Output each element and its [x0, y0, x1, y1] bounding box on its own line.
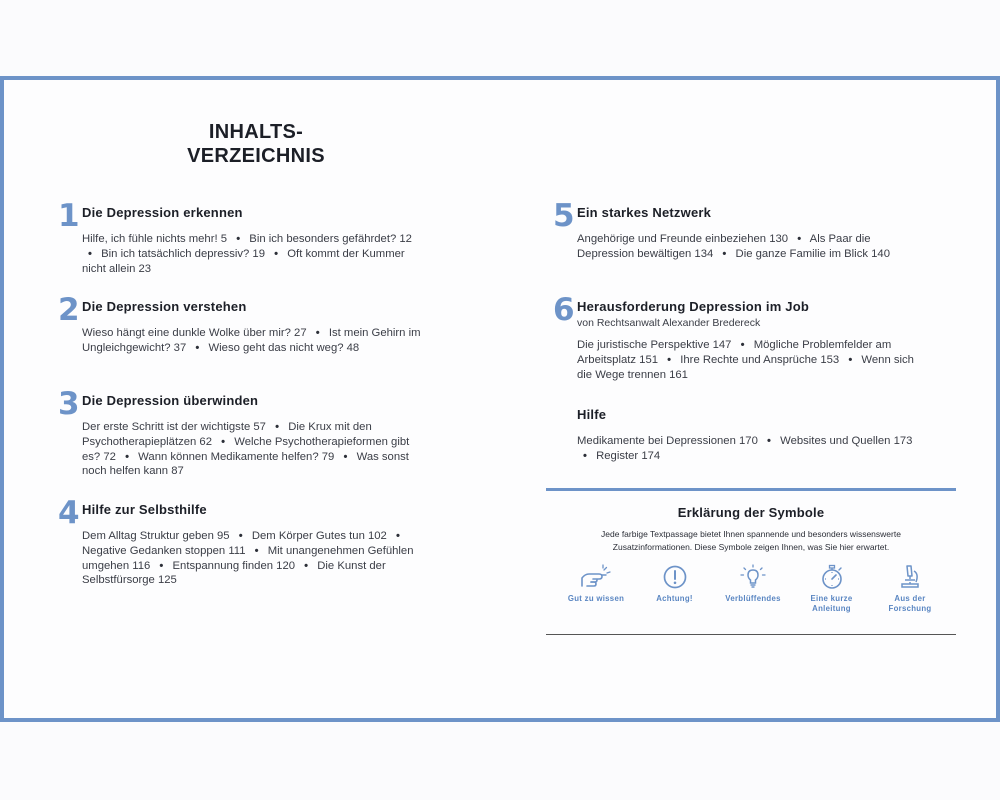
toc-entry: Dem Körper Gutes tun 102	[251, 530, 387, 542]
chapter-entries	[82, 420, 427, 479]
pointing-hand-icon	[560, 564, 632, 590]
bullet-separator: •	[797, 233, 802, 245]
page-title-line1: INHALTS-	[208, 121, 304, 143]
exclamation-circle-icon	[639, 564, 711, 590]
toc-entry: Medikamente bei Depressionen 170	[577, 435, 758, 447]
symbol-aus-der-forschung	[874, 564, 946, 613]
stopwatch-icon	[796, 564, 868, 590]
symbol-verblueffendes	[717, 564, 789, 613]
toc-entry: Was sonst noch helfen kann 87	[82, 450, 409, 478]
chapter-title: Ein starkes Netzwerk	[577, 205, 712, 220]
bullet-separator: •	[395, 530, 400, 542]
toc-entry: Hilfe, ich fühle nichts mehr! 5	[82, 233, 228, 245]
symbol-label: Aus der Forschung	[888, 594, 932, 613]
toc-entry: Mit unangenehmen Gefühlen umgehen 116	[82, 544, 414, 572]
symbol-label: Verblüffendes	[725, 594, 781, 603]
toc-entry: Oft kommt der Kummer nicht allein 23	[82, 247, 405, 275]
chapter-title: Die Depression verstehen	[82, 299, 247, 314]
bullet-separator: •	[583, 449, 587, 462]
symbol-eine-kurze-anleitung	[796, 564, 868, 613]
symbol-label: Achtung!	[656, 594, 693, 603]
toc-entry: Der erste Schritt ist der wichtigste 57	[82, 421, 266, 433]
bullet-separator: •	[236, 233, 241, 245]
toc-entry: Entspannung finden 120	[172, 559, 296, 572]
chapter-title: Die Depression überwinden	[82, 393, 259, 408]
toc-entry: Ist mein Gehirn im Ungleichgewicht? 37	[82, 327, 421, 354]
chapter-entries	[82, 232, 427, 276]
toc-entry: Die Krux mit den Psychotherapieplätzen 62	[82, 421, 372, 448]
bullet-separator: •	[343, 450, 348, 463]
bullet-separator: •	[304, 559, 309, 572]
bullet-separator: •	[254, 544, 259, 557]
chapter-number: 5	[553, 198, 575, 234]
toc-entry: Welche Psychotherapieformen gibt es? 72	[82, 435, 410, 463]
toc-entry: Bin ich besonders gefährdet? 12	[249, 233, 412, 245]
chapter-number: 4	[58, 495, 80, 531]
toc-entry: Angehörige und Freunde einbeziehen 130	[577, 233, 789, 245]
lightbulb-icon	[717, 564, 789, 590]
toc-entry: Die juristische Perspektive 147	[577, 339, 732, 351]
chapter-entries	[82, 529, 427, 588]
toc-entry: Wann können Medikamente helfen? 79	[138, 450, 335, 463]
bullet-separator: •	[275, 421, 280, 433]
toc-entry: Bin ich tatsächlich depressiv? 19	[101, 247, 266, 260]
toc-entry: Mögliche Problemfelder am Arbeitsplatz 151	[577, 339, 892, 366]
symbols-legend	[546, 488, 956, 635]
toc-entry: Register 174	[596, 449, 661, 462]
symbol-achtung	[639, 564, 711, 613]
bullet-separator: •	[274, 247, 279, 260]
toc-entry: Als Paar die Depression bewältigen 134	[577, 233, 871, 260]
toc-entry: Die Kunst der Selbstfürsorge 125	[82, 559, 386, 587]
chapter-1	[58, 198, 442, 276]
chapter-5	[553, 198, 937, 262]
toc-entry: Dem Alltag Struktur geben 95	[82, 530, 230, 542]
page-title-line2: VERZEICHNIS	[187, 145, 325, 167]
bullet-separator: •	[125, 450, 130, 463]
toc-entry: Websites und Quellen 173	[780, 435, 913, 447]
chapter-6	[553, 292, 937, 382]
symbol-label: Eine kurze Anleitung	[810, 594, 853, 613]
book-page	[0, 76, 1000, 722]
symbols-row	[546, 554, 956, 613]
bullet-separator: •	[848, 353, 853, 366]
chapter-number: 6	[553, 292, 575, 328]
chapter-title: Hilfe	[577, 407, 607, 422]
chapter-entries	[577, 434, 922, 464]
chapter-title: Die Depression erkennen	[82, 205, 243, 220]
toc-entry: Wieso geht das nicht weg? 48	[208, 341, 360, 354]
bullet-separator: •	[238, 530, 243, 542]
symbols-description: Jede farbige Textpassage bietet Ihnen spannende und besonders wissenswerte Zusatzinformationen. Diese Symbole zeigen Ihnen, was Sie hier erwartet.	[601, 529, 901, 552]
chapter-number: 3	[58, 386, 80, 422]
toc-entry: Wenn sich die Wege trennen 161	[577, 353, 914, 381]
bullet-separator: •	[88, 247, 92, 260]
chapter-title: Herausforderung Depression im Job	[577, 299, 809, 314]
microscope-icon	[874, 564, 946, 590]
bullet-separator: •	[722, 247, 727, 260]
toc-entry: Negative Gedanken stoppen 111	[82, 544, 246, 557]
chapter-entries	[577, 338, 922, 382]
chapter-number: 2	[58, 292, 80, 328]
bullet-separator: •	[667, 353, 672, 366]
chapter-title: Hilfe zur Selbsthilfe	[82, 502, 207, 517]
bullet-separator: •	[221, 435, 226, 448]
chapter-2	[58, 292, 442, 356]
bullet-separator: •	[159, 559, 164, 572]
bullet-separator: •	[767, 435, 771, 447]
page-title	[124, 120, 388, 168]
toc-entry: Die ganze Familie im Blick 140	[735, 247, 890, 260]
symbol-gut-zu-wissen	[560, 564, 632, 613]
chapter-subtitle: von Rechtsanwalt Alexander Bredereck	[577, 317, 761, 329]
chapter-3	[58, 386, 442, 479]
symbols-title: Erklärung der Symbole	[677, 505, 825, 520]
chapter-hilfe	[577, 406, 937, 464]
symbol-label: Gut zu wissen	[567, 594, 625, 603]
chapter-4	[58, 495, 442, 588]
toc-entry: Ihre Rechte und Ansprüche 153	[680, 353, 840, 366]
chapter-entries	[577, 232, 922, 262]
chapter-entries	[82, 326, 427, 356]
bullet-separator: •	[740, 339, 745, 351]
bullet-separator: •	[315, 327, 320, 339]
chapter-number: 1	[58, 198, 80, 234]
toc-entry: Wieso hängt eine dunkle Wolke über mir? 27	[82, 327, 307, 339]
bullet-separator: •	[195, 341, 200, 354]
